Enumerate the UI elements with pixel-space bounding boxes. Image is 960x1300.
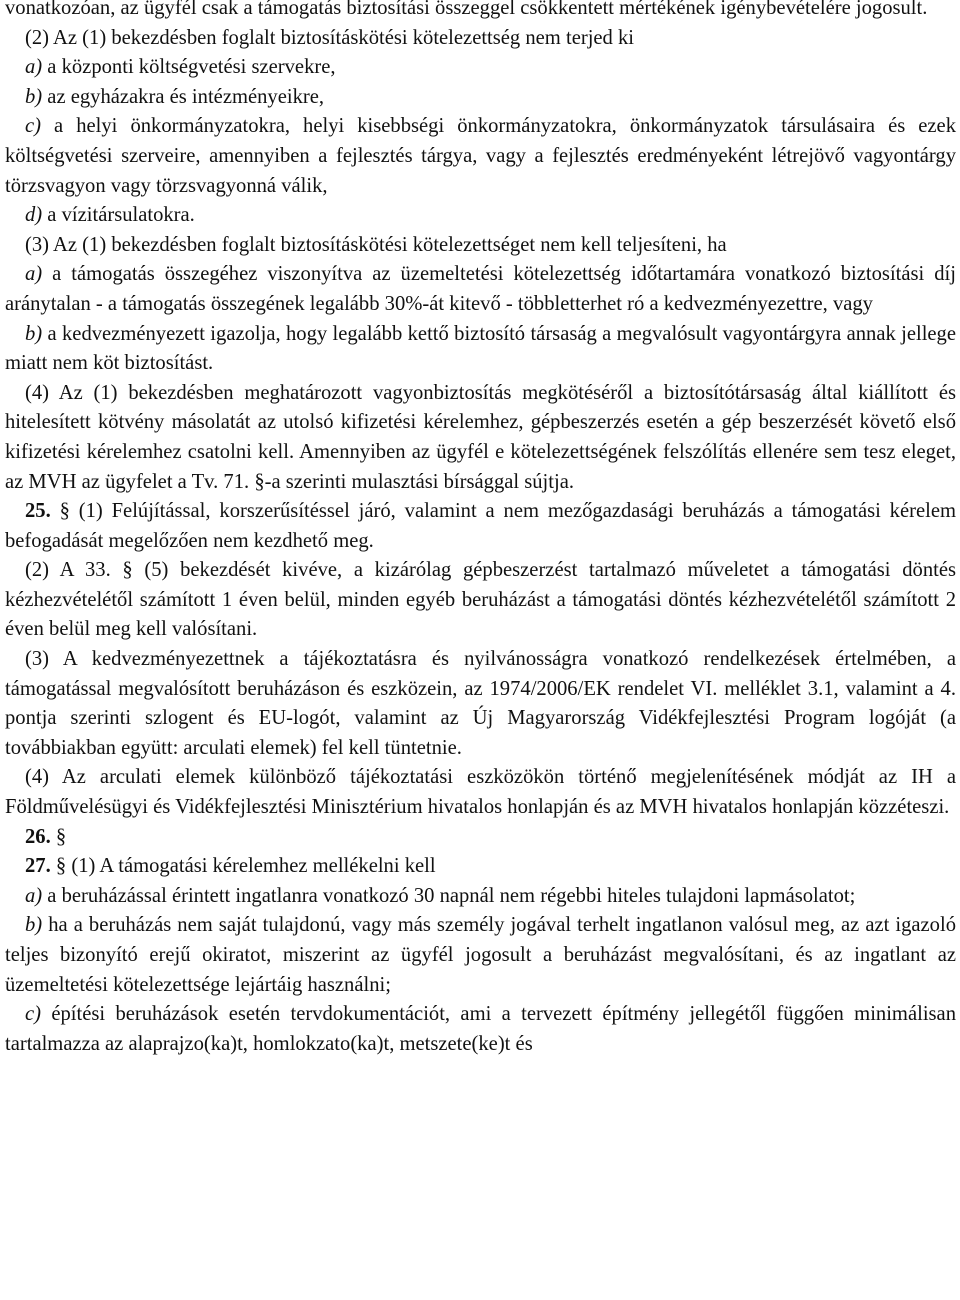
paragraph-text: (2) Az (1) bekezdésben foglalt biztosításkötési kötelezettség nem terjed ki bbox=[25, 26, 635, 49]
section-text: § (1) Felújítással, korszerűsítéssel járó, valamint a nem mezőgazdasági beruházás a támogatási kérelem befogadását megelőzően nem kezdhető meg. bbox=[5, 500, 956, 552]
list-item-c bbox=[5, 112, 956, 201]
item-label: a) bbox=[25, 884, 43, 907]
list-item-d bbox=[5, 201, 956, 231]
paragraph-24-3 bbox=[5, 231, 956, 261]
paragraph-text: (3) A kedvezményezettnek a tájékoztatásra és nyilvánosságra vonatkozó rendelkezések értelmében, a támogatással megvalósított beruházáson és eszközein, az 1974/2006/EK rendelet VI. melléklet 3.1, valamint a 4. pontja szerinti szlogent és EU-logót, valamint az Új Magyarország Vidékfejlesztési Program logóját (a továbbiakban együtt: arculati elemek) fel kell tüntetnie. bbox=[5, 648, 956, 759]
section-26 bbox=[5, 823, 956, 853]
list-item-a bbox=[5, 882, 956, 912]
list-item-a bbox=[5, 53, 956, 83]
paragraph-text: (2) A 33. § (5) bekezdését kivéve, a kizárólag gépbeszerzést tartalmazó műveletet a támogatási döntés kézhezvételétől számított 1 éven belül, minden egyéb beruházást a támogatási döntés kézhezvételétől számított 2 éven belül meg kell valósítani. bbox=[5, 559, 956, 641]
paragraph-24-2 bbox=[5, 24, 956, 54]
paragraph-24-4 bbox=[5, 379, 956, 497]
item-text: a kedvezményezett igazolja, hogy legalább kettő biztosító társaság a megvalósult vagyontárgyra annak jellege miatt nem köt biztosítást. bbox=[5, 322, 956, 375]
section-25 bbox=[5, 497, 956, 556]
item-text: az egyházakra és intézményeikre, bbox=[42, 85, 325, 108]
item-label: a) bbox=[25, 263, 43, 286]
section-number: 27. bbox=[25, 855, 51, 878]
item-label: b) bbox=[25, 914, 43, 937]
list-item-c bbox=[5, 1000, 956, 1059]
section-text: § bbox=[50, 825, 67, 848]
list-item-b bbox=[5, 320, 956, 379]
item-label: b) bbox=[25, 322, 43, 345]
item-label: c) bbox=[25, 115, 41, 138]
item-label: d) bbox=[25, 204, 43, 227]
item-label: c) bbox=[25, 1003, 41, 1026]
section-number: 26. bbox=[25, 825, 51, 848]
section-number: 25. bbox=[25, 500, 51, 523]
paragraph-25-2 bbox=[5, 556, 956, 645]
item-label: a) bbox=[25, 56, 43, 79]
item-text: építési beruházások esetén tervdokumentációt, ami a tervezett építmény jellegétől függően minimálisan tartalmazza az alaprajzo(ka)t, homlokzato(ka)t, metszete(ke)t és bbox=[5, 1003, 956, 1055]
item-text: ha a beruházás nem saját tulajdonú, vagy más személy jogával terhelt ingatlanon valósul meg, az azt igazoló teljes bizonyító erejű okiratot, miszerint az ügyfél jogosult a beruházást megvalósítani, és az ingatlant az üzemeltetési kötelezettsége lejártáig használni; bbox=[5, 914, 956, 996]
list-item-b bbox=[5, 911, 956, 1000]
item-label: b) bbox=[25, 85, 43, 108]
list-item-b bbox=[5, 83, 956, 113]
item-text: a központi költségvetési szervekre, bbox=[42, 56, 336, 79]
paragraph-25-4 bbox=[5, 763, 956, 822]
paragraph-25-3 bbox=[5, 645, 956, 763]
item-text: a vízitársulatokra. bbox=[42, 204, 195, 227]
item-text: a helyi önkormányzatokra, helyi kisebbségi önkormányzatokra, önkormányzatok társulásaira és ezek költségvetési szerveire, amennyiben a fejlesztés tárgya, vagy a fejlesztés eredményeként létrejövő vagyontárgy törzsvagyon vagy törzsvagyonná válik, bbox=[5, 115, 956, 197]
paragraph-text: (4) Az arculati elemek különböző tájékoztatási eszközökön történő megjelenítésének módját az IH a Földművelésügyi és Vidékfejlesztési Minisztérium hivatalos honlapján és az MVH hivatalos honlapján közzéteszi. bbox=[5, 766, 956, 819]
paragraph-text: vonatkozóan, az ügyfél csak a támogatás biztosítási összeggel csökkentett mértékének igénybevételére jogosult. bbox=[5, 0, 928, 19]
section-text: § (1) A támogatási kérelemhez mellékelni kell bbox=[50, 855, 436, 878]
item-text: a támogatás összegéhez viszonyítva az üzemeltetési kötelezettség időtartamára vonatkozó biztosítási díj aránytalan - a támogatás összegének legalább 30%-át kitevő - többletterhet ró a kedvezményezettre, vagy bbox=[5, 263, 956, 315]
list-item-a bbox=[5, 260, 956, 319]
paragraph-text: (4) Az (1) bekezdésben meghatározott vagyonbiztosítás megkötéséről a biztosítótársaság által kiállított és hitelesített kötvény másolatát az utolsó kifizetési kérelemhez, gépbeszerzés esetén a gép beszerzését követő első kifizetési kérelemhez csatolni kell. Amennyiben az ügyfél e kötelezettségének felszólítás ellenére sem tesz eleget, az MVH az ügyfelet a Tv. 71. §-a szerinti mulasztási bírsággal sújtja. bbox=[5, 381, 956, 493]
section-27 bbox=[5, 852, 956, 882]
paragraph-text: (3) Az (1) bekezdésben foglalt biztosításkötési kötelezettséget nem kell teljesíteni, ha bbox=[25, 233, 727, 256]
paragraph-continuation bbox=[5, 0, 956, 24]
item-text: a beruházással érintett ingatlanra vonatkozó 30 napnál nem régebbi hiteles tulajdoni lapmásolatot; bbox=[42, 884, 856, 907]
